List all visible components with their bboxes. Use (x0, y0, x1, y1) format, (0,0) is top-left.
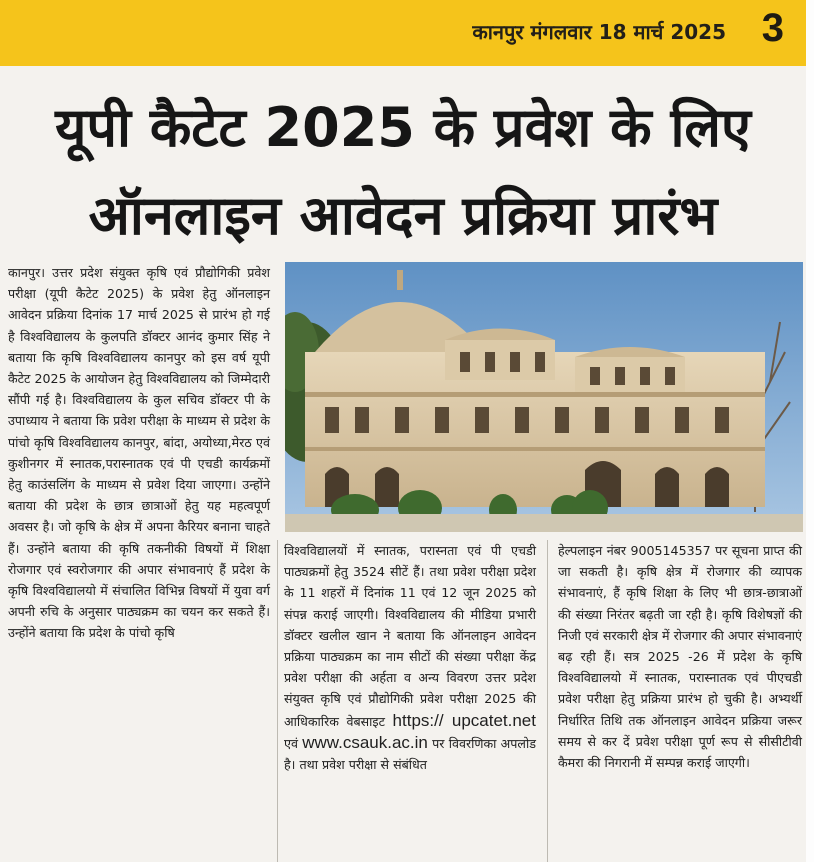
column-divider (547, 540, 548, 862)
website-url-2: www.csauk.ac.in (302, 732, 428, 752)
article-column-3: हेल्पलाइन नंबर 9005145357 पर सूचना प्राप्त की जा सकती है। कृषि क्षेत्र में रोजगार की व्यापक संभावनाएं, हैं कृषि शिक्षा के लिए भी छात्र-छात्राओं की संख्या निरंतर बढ़ती जा रही है। कृषि विशेषज्ञों की निजी एवं सरकारी क्षेत्र में रोजगार की अपार संभावनाएं बढ़ रही हैं। सत्र 2025 -26 में प्रदेश के कृषि विश्वविद्यालयो में स्नातक, परास्नातक एवं पीएचडी प्रवेश परीक्षा हेतु प्रक्रिया प्रारंभ हो चुकी है। अभ्यर्थी निर्धारित तिथि तक ऑनलाइन आवेदन प्रक्रिया जरूर समय से कर दें प्रवेश परीक्षा पूर्ण रूप से सीसीटीवी कैमरा की निगरानी में सम्पन्न कराई जाएगी। (558, 543, 802, 771)
article-column-1: कानपुर। उत्तर प्रदेश संयुक्त कृषि एवं प्रौद्योगिकी प्रवेश परीक्षा (यूपी कैटेट 2025) के प्रवेश हेतु ऑनलाइन आवेदन प्रक्रिया दिनांक 17 मार्च 2025 से प्रारंभ हो गई है विश्वविद्यालय के कुलपति डॉक्टर आनंद कुमार सिंह ने बताया कि कृषि विश्वविद्यालय कानपुर को इस वर्ष यूपी कैटेट 2025 के आयोजन हेतु विश्वविद्यालय को जिम्मेदारी सौंपी गई है। विश्वविद्यालय के कुल सचिव डॉक्टर पी के उपाध्याय ने बताया कि प्रवेश परीक्षा के माध्यम से प्रदेश के पांचो कृषि विश्वविद्यालय कानपुर, बांदा, अयोध्या,मेरठ एवं कुशीनगर में स्नातक,परास्नातक एवं पी एचडी कार्यक्रमों हेतु काउंसलिंग के माध्यम से प्रवेश दिया जाएगा। उन्होंने बताया की प्रदेश के छात्र छात्राओं हेतु यह महत्वपूर्ण अवसर है। जो कृषि के क्षेत्र में अपना कैरियर बनाना चाहते हैं। उन्होंने बताया की कृषि तकनीकी विषयों में शिक्षा रोजगार एवं स्वरोजगार की अपार संभावनाएं हैं प्रदेश के कृषि विश्वविद्यालयो में संचालित विभिन्न विषयों में युवा वर्ग अपनी रुचि के अनुसार पाठ्यक्रम का चयन कर सकते हैं। उन्होंने बताया कि प्रदेश के पांचो कृषि (8, 265, 270, 641)
website-url-1: https:// upcatet.net (392, 710, 536, 730)
page-number: 3 (761, 6, 784, 50)
article-text: पर विवरणिका अपलोड है। तथा प्रवेश परीक्षा से संबंधित (284, 735, 536, 773)
column-divider (277, 540, 278, 862)
headline (0, 84, 806, 260)
article-column-2 (284, 540, 536, 775)
page-edge (806, 0, 814, 862)
dateline: कानपुर मंगलवार 18 मार्च 2025 (472, 20, 726, 44)
university-building-photo (285, 262, 803, 532)
headline-line-2: ऑनलाइन आवेदन प्रक्रिया प्रारंभ (88, 184, 718, 247)
headline-line-1: यूपी कैटेट 2025 के प्रवेश के लिए (55, 96, 751, 159)
article-text: एवं (284, 735, 298, 751)
page-header-bar (0, 0, 806, 66)
article-text: विश्वविद्यालयों में स्नातक, परास्नता एवं पी एचडी पाठ्यक्रमों हेतु 3524 सीटें हैं। तथा प्रवेश परीक्षा प्रदेश के 11 शहरों में दिनांक 11 एवं 12 जून 2025 को संपन्न कराई जाएगी। विश्वविद्यालय की मीडिया प्रभारी डॉक्टर खलील खान ने बताया कि ऑनलाइन आवेदन प्रक्रिया पाठ्यक्रम का नाम सीटों की संख्या परीक्षा केंद्र प्रवेश परीक्षा की अर्हता व अन्य विवरण उत्तर प्रदेश संयुक्त कृषि एवं प्रौद्योगिकी प्रवेश परीक्षा 2025 की आधिकारिक वेबसाइट (284, 543, 536, 729)
